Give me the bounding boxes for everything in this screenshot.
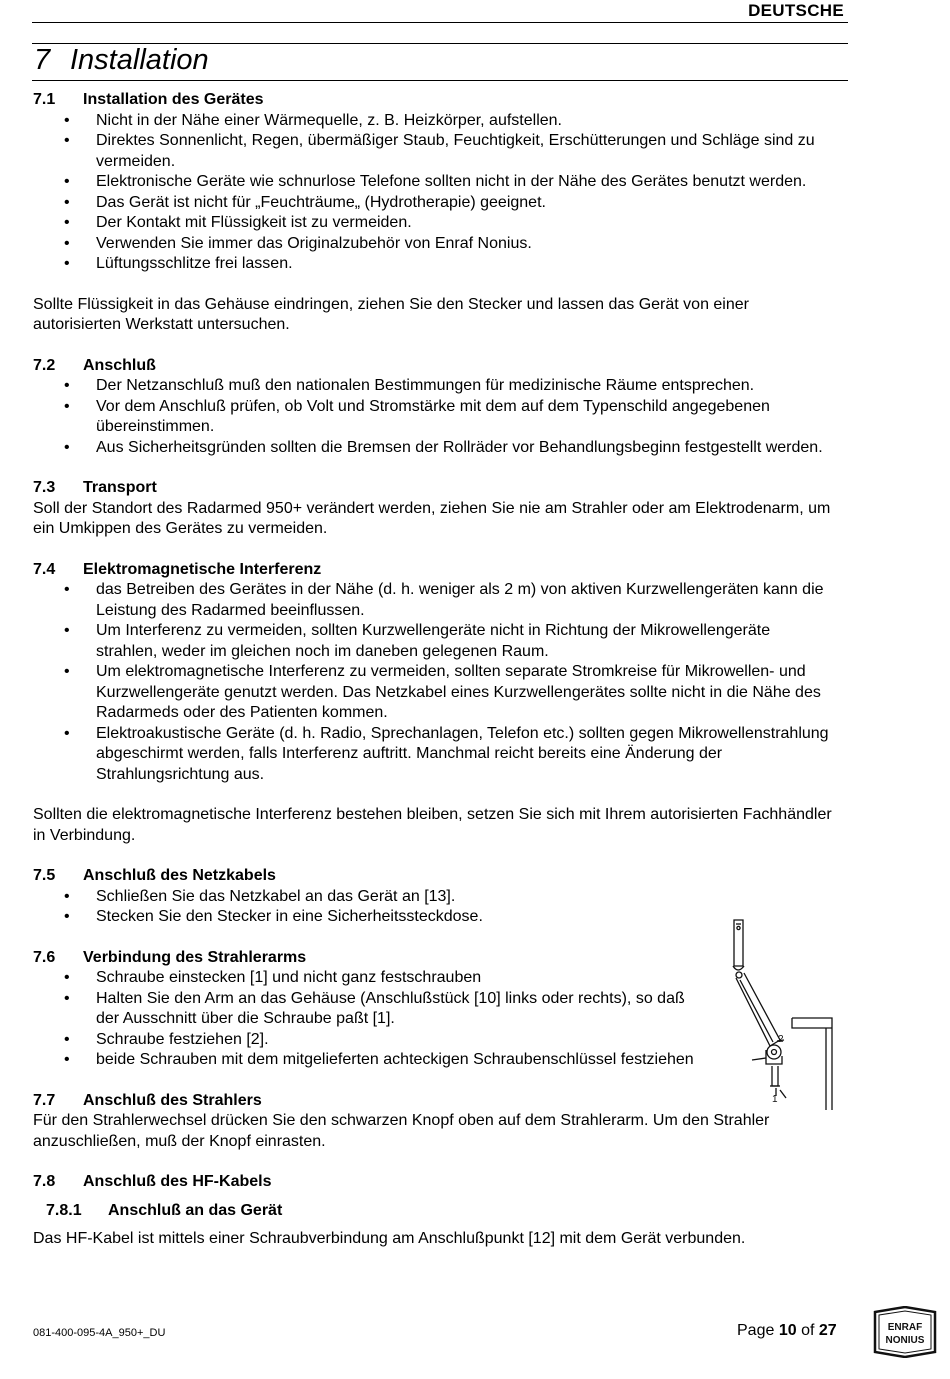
footer-document-code: 081-400-095-4A_950+_DU <box>33 1327 166 1339</box>
list-item: • Der Netzanschluß muß den nationalen Bestimmungen für medizinische Räume entsprechen. <box>33 376 833 397</box>
figure-label-1: 1 <box>772 1094 778 1105</box>
paragraph-7-7: Für den Strahlerwechsel drücken Sie den schwarzen Knopf oben auf dem Strahlerarm. Um den Strahler anzuschließen, muß der Knopf einrasten. <box>33 1112 770 1150</box>
list-item: • Um elektromagnetische Interferenz zu vermeiden, sollten separate Stromkreise für Mikrowellen- und Kurzwellengeräte genutzt werden. Das Netzkabel eines Kurzwellengerätes sollte nicht in die Nähe des Radarmeds oder des Patienten kommen. <box>33 662 833 724</box>
list-item: • Halten Sie den Arm an das Gehäuse (Anschlußstück [10] links oder rechts), so daß der Ausschnitt über die Schraube paßt [1]. <box>33 989 703 1030</box>
page-content <box>33 90 833 1250</box>
subsection-heading-7-8-1: 7.8.1 Anschluß an das Gerät <box>46 1201 283 1219</box>
paragraph-7-4: Sollten die elektromagnetische Interferenz bestehen bleiben, setzen Sie sich mit Ihrem autorisierten Fachhändler in Verbindung. <box>33 806 832 844</box>
chapter-number: 7 <box>34 44 51 76</box>
list-item: • Aus Sicherheitsgründen sollten die Bremsen der Rollräder vor Behandlungsbeginn festgestellt werden. <box>33 438 833 459</box>
list-item: • Verwenden Sie immer das Originalzubehör von Enraf Nonius. <box>33 234 833 255</box>
section-heading-7-6: 7.6 Verbindung des Strahlerarms <box>33 948 307 966</box>
list-item: • das Betreiben des Gerätes in der Nähe (d. h. weniger als 2 m) von aktiven Kurzwellengeräten kann die Leistung des Radarmed beeinflussen. <box>33 580 833 621</box>
bullet-list-7-2 <box>33 376 833 458</box>
paragraph-7-1: Sollte Flüssigkeit in das Gehäuse eindringen, ziehen Sie den Stecker und lassen das Gerät von einer autorisierten Werkstatt untersuchen. <box>33 295 749 333</box>
list-item: • Um Interferenz zu vermeiden, sollten Kurzwellengeräte nicht in Richtung der Mikrowellengeräte strahlen, weder im gleichen noch im daneben gelegenen Raum. <box>33 621 833 662</box>
section-heading-7-1: 7.1 Installation des Gerätes <box>33 91 264 108</box>
list-item: • Stecken Sie den Stecker in eine Sicherheitssteckdose. <box>33 907 833 928</box>
enraf-nonius-logo <box>872 1306 938 1358</box>
list-item: • Nicht in der Nähe einer Wärmequelle, z. B. Heizkörper, aufstellen. <box>33 111 833 132</box>
footer-page-number: Page 10 of 27 <box>737 1322 837 1339</box>
list-item: • Das Gerät ist nicht für „Feuchträume„ (Hydrotherapie) geeignet. <box>33 193 833 214</box>
list-item: • Schraube festziehen [2]. <box>33 1030 703 1051</box>
figure-label-2: 2 <box>778 1034 784 1045</box>
arm-connection-drawing <box>730 918 840 1113</box>
list-item: • Schließen Sie das Netzkabel an das Gerät an [13]. <box>33 887 833 908</box>
section-heading-7-2: 7.2 Anschluß <box>33 356 156 374</box>
bullet-list-7-5 <box>33 887 833 928</box>
list-item: • Der Kontakt mit Flüssigkeit ist zu vermeiden. <box>33 213 833 234</box>
chapter-title-text: Installation <box>70 44 209 76</box>
logo-line-1: ENRAF <box>887 1322 923 1333</box>
header-language: DEUTSCHE <box>748 1 844 20</box>
bullet-list-7-6 <box>33 968 703 1071</box>
list-item: • Direktes Sonnenlicht, Regen, übermäßiger Staub, Feuchtigkeit, Erschütterungen und Schläge sind zu vermeiden. <box>33 131 833 172</box>
list-item: • Vor dem Anschluß prüfen, ob Volt und Stromstärke mit dem auf dem Typenschild angegebenen übereinstimmen. <box>33 397 833 438</box>
section-heading-7-7: 7.7 Anschluß des Strahlers <box>33 1091 262 1109</box>
section-heading-7-3: 7.3 Transport <box>33 479 157 496</box>
section-heading-7-8: 7.8 Anschluß des HF-Kabels <box>33 1173 272 1190</box>
list-item: • Lüftungsschlitze frei lassen. <box>33 254 833 275</box>
bullet-list-7-4 <box>33 580 833 785</box>
paragraph-7-8-1: Das HF-Kabel ist mittels einer Schraubverbindung am Anschlußpunkt [12] mit dem Gerät verbunden. <box>33 1230 746 1247</box>
logo-line-2: NONIUS <box>885 1335 925 1346</box>
section-heading-7-5: 7.5 Anschluß des Netzkabels <box>33 867 276 884</box>
list-item: • Schraube einstecken [1] und nicht ganz festschrauben <box>33 968 703 989</box>
list-item: • beide Schrauben mit dem mitgelieferten achteckigen Schraubenschlüssel festziehen <box>33 1050 703 1071</box>
list-item: • Elektroakustische Geräte (d. h. Radio, Sprechanlagen, Telefon etc.) sollten gegen Mikrowellenstrahlung abgeschirmt werden, falls Interferenz auftritt. Manchmal reicht bereits eine Änderung der Strahlungsrichtung aus. <box>33 724 833 786</box>
paragraph-7-3: Soll der Standort des Radarmed 950+ verändert werden, ziehen Sie nie am Strahler oder am Elektrodenarm, um ein Umkippen des Gerätes zu vermeiden. <box>33 499 831 537</box>
list-item: • Elektronische Geräte wie schnurlose Telefone sollten nicht in der Nähe des Gerätes benutzt werden. <box>33 172 833 193</box>
header-rule <box>32 22 848 23</box>
section-heading-7-4: 7.4 Elektromagnetische Interferenz <box>33 560 322 578</box>
chapter-rule-bottom <box>32 80 848 81</box>
chapter-title <box>34 44 209 77</box>
bullet-list-7-1 <box>33 111 833 275</box>
